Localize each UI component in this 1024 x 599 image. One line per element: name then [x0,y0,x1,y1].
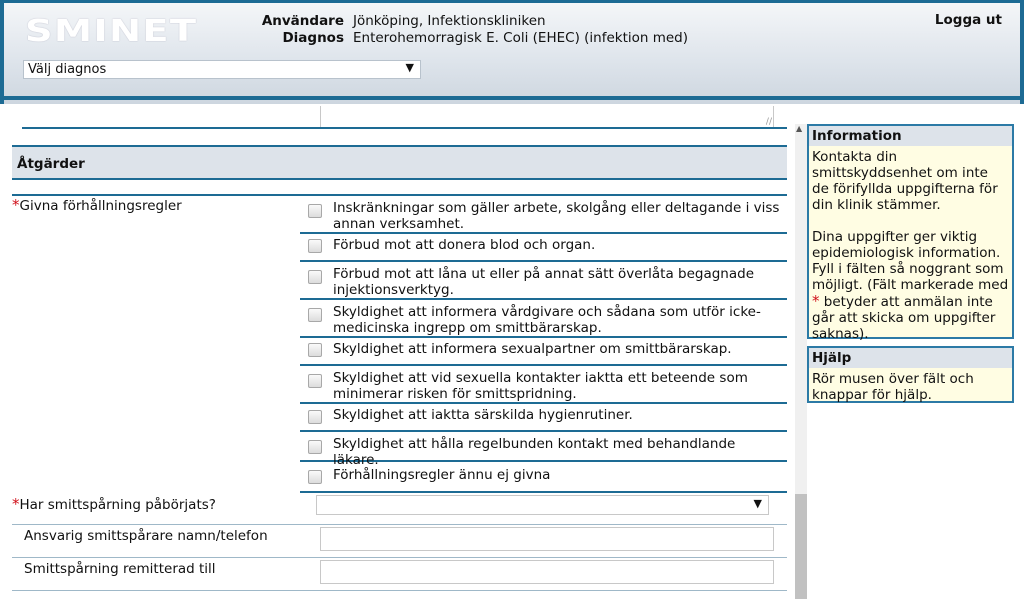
header-divider [0,96,1024,100]
dropdown-arrow-icon: ▼ [753,497,762,510]
checkbox[interactable] [308,410,322,424]
sminet-logo: SMINET [25,14,198,49]
scrollbar-thumb[interactable] [795,494,807,599]
referred-input[interactable] [320,560,774,584]
option-text: Skyldighet att iaktta särskilda hygienrutiner. [333,407,633,423]
tracer-input[interactable] [320,527,774,551]
option-text: Skyldighet att informera vårdgivare och sådana som utför icke- [333,304,761,320]
resize-grip-icon[interactable]: // [765,117,772,127]
rule-option[interactable] [300,338,787,366]
divider-line [22,127,787,129]
rules-label [12,196,182,214]
diagnosis-select[interactable] [23,60,421,79]
option-text: minimerar risken för smittspridning. [333,386,577,402]
user-label: Användare [261,13,344,29]
option-text: medicinska ingrepp om smittbärarskap. [333,320,602,336]
user-value: Jönköping, Infektionskliniken [353,13,546,29]
option-text: Förbud mot att låna ut eller på annat sätt överlåta begagnade [333,266,754,282]
info-panel-title: Information [809,126,1012,146]
tracing-label [12,495,216,513]
checkbox[interactable] [308,374,322,388]
option-text: Skyldighet att vid sexuella kontakter iaktta ett beteende som [333,370,748,386]
divider-line [12,557,787,558]
checkbox[interactable] [308,204,322,218]
required-marker: * [12,196,20,214]
option-text: Förhållningsregler ännu ej givna [333,467,551,483]
option-text: Skyldighet att hålla regelbunden kontakt med behandlande läkare. [333,436,736,468]
option-text: annan verksamhet. [333,216,465,232]
tracing-label-text: Har smittspårning påbörjats? [19,497,216,513]
rule-option[interactable] [300,432,787,468]
textarea-bottom-edge[interactable] [320,106,774,128]
option-text: Förbud mot att donera blod och organ. [333,237,596,253]
info-panel-body [809,146,1012,345]
scrollbar[interactable] [795,124,807,599]
info-text: Dina uppgifter ger viktig epidemiologisk information. Fyll i fälten så noggrant som möjligt. (Fält markerade med * betyder att anmälan inte går att skicka om uppgifter saknas). [812,229,1009,342]
diagnosis-select-value: Välj diagnos [28,62,107,77]
info-text: Kontakta din smittskyddsenhet om inte de förifyllda uppgifterna för din klinik stämmer. [812,149,998,213]
checkbox[interactable] [308,239,322,253]
diagnosis-value: Enterohemorragisk E. Coli (EHEC) (infektion med) [353,30,689,46]
section-header [12,145,787,180]
rule-option[interactable] [300,234,787,262]
scroll-up-icon[interactable]: ▲ [796,124,803,133]
help-panel [807,346,1014,403]
referred-label: Smittspårning remitterad till [24,561,216,577]
divider-line [12,524,787,525]
checkbox[interactable] [308,343,322,357]
logout-link[interactable]: Logga ut [934,12,1002,28]
tracer-label: Ansvarig smittspårare namn/telefon [24,528,268,544]
rule-option[interactable] [300,196,787,234]
rule-option[interactable] [300,300,787,338]
dropdown-arrow-icon: ▼ [405,61,414,74]
option-text: Skyldighet att informera sexualpartner om smittbärarskap. [333,341,732,357]
section-title: Åtgärder [17,156,85,172]
rule-option[interactable] [300,404,787,432]
diagnosis-label: Diagnos [282,30,344,46]
help-panel-title: Hjälp [809,348,1012,368]
option-text: injektionsverktyg. [333,282,454,298]
checkbox[interactable] [308,308,322,322]
rule-option[interactable] [300,366,787,404]
info-panel [807,124,1014,342]
option-text: Inskränkningar som gäller arbete, skolgång eller deltagande i viss [333,200,780,216]
checkbox[interactable] [308,440,322,454]
checkbox[interactable] [308,270,322,284]
rule-option[interactable] [300,462,787,493]
required-marker: * [812,292,820,310]
rule-option[interactable] [300,262,787,300]
tracing-select[interactable] [316,495,769,515]
help-panel-body: Rör musen över fält och knappar för hjälp. [812,371,974,403]
checkbox[interactable] [308,470,322,484]
divider-line [12,590,787,591]
required-marker: * [12,495,20,513]
rules-label-text: Givna förhållningsregler [19,198,182,214]
